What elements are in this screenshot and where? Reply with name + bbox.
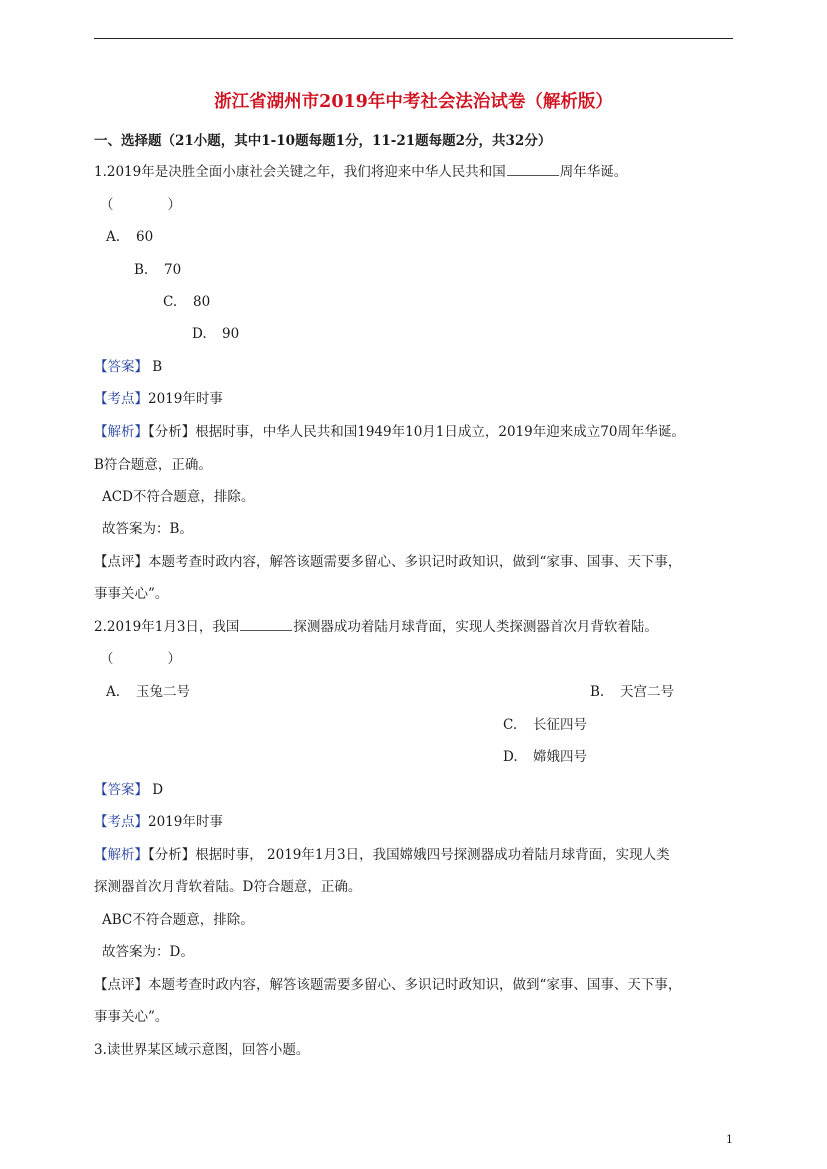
option-c: C. 80 xyxy=(163,294,211,310)
analysis-text: ABC不符合题意，排除。 xyxy=(102,912,254,928)
section-title: 一、选择题（21小题，其中1-10题每题1分，11-21题每题2分，共32分） xyxy=(94,133,552,149)
option-d: D. 嫦娥四号 xyxy=(503,749,587,765)
analysis-text: 故答案为：B。 xyxy=(102,521,193,537)
option-d: D. 90 xyxy=(192,326,240,342)
option-a: A. 60 xyxy=(106,229,154,245)
page-title: 浙江省湖州市2019年中考社会法治试卷（解析版） xyxy=(214,92,613,112)
question-2-paren: （ ） xyxy=(100,651,181,667)
analysis-text: 故答案为：D。 xyxy=(102,944,194,960)
answer-blank xyxy=(240,618,292,631)
header-rule xyxy=(94,38,733,39)
option-a: A. 玉兔二号 xyxy=(106,684,190,700)
option-c: C. 长征四号 xyxy=(503,717,587,733)
question-1-stem: 1.2019年是决胜全面小康社会关键之年，我们将迎来中华人民共和国 周年华诞。 xyxy=(94,164,628,180)
question-2-stem: 2.2019年1月3日，我国 探测器成功着陆月球背面，实现人类探测器首次月背软着陆。 xyxy=(94,619,658,635)
option-b: B. 天宫二号 xyxy=(590,684,674,700)
comment-text: 事事关心”。 xyxy=(94,586,169,602)
analysis-text: B符合题意，正确。 xyxy=(94,457,212,473)
analysis-line: 【解析】【分析】根据时事，中华人民共和国1949年10月1日成立，2019年迎来成立70周年华诞。 xyxy=(94,424,685,440)
analysis-text: 探测器首次月背软着陆。D符合题意，正确。 xyxy=(94,879,362,895)
comment-text: 【点评】本题考查时政内容，解答该题需要多留心、多识记时政知识，做到“家事、国事、天下事， xyxy=(94,977,682,993)
point-line: 【考点】2019年时事 xyxy=(94,814,223,830)
question-1-paren: （ ） xyxy=(100,197,181,213)
point-line: 【考点】2019年时事 xyxy=(94,391,223,407)
page-number: 1 xyxy=(726,1133,733,1146)
analysis-text: ACD不符合题意，排除。 xyxy=(102,489,255,505)
analysis-line: 【解析】【分析】根据时事， 2019年1月3日，我国嫦娥四号探测器成功着陆月球背面，实现人类 xyxy=(94,847,670,863)
answer-blank xyxy=(507,163,559,176)
answer-line: 【答案】 D xyxy=(94,782,164,798)
comment-text: 事事关心”。 xyxy=(94,1009,169,1025)
question-3-stem: 3.读世界某区域示意图，回答小题。 xyxy=(94,1042,310,1058)
answer-line: 【答案】 B xyxy=(94,359,163,375)
option-b: B. 70 xyxy=(134,262,182,278)
comment-text: 【点评】本题考查时政内容，解答该题需要多留心、多识记时政知识，做到“家事、国事、天下事， xyxy=(94,554,682,570)
